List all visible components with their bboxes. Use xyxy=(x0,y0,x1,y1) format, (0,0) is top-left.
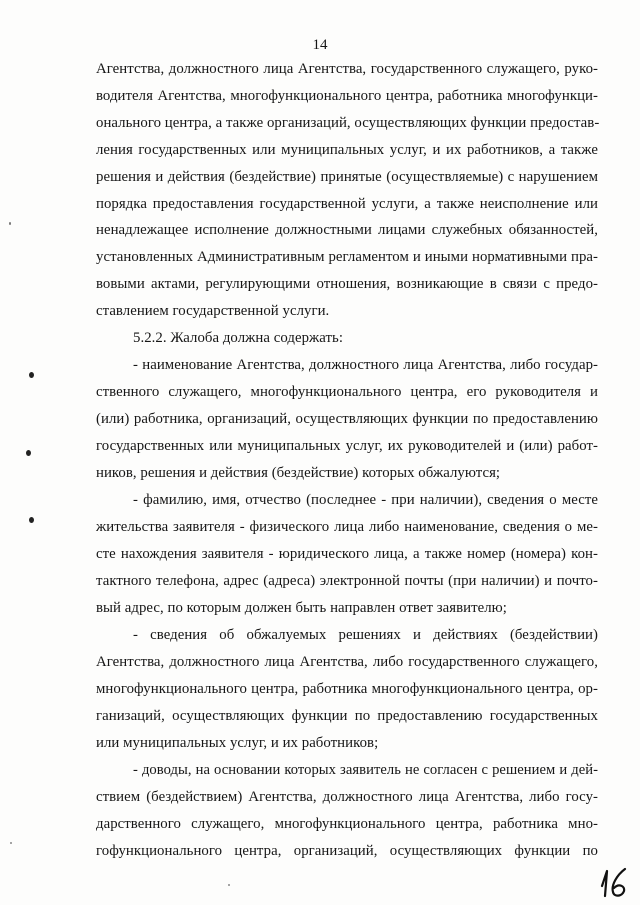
page-number: 14 xyxy=(312,37,328,53)
text-line: гофункционального центра, организаций, осуществляющих функции по xyxy=(96,843,598,859)
text-line: вый адрес, по которым должен быть направлен ответ заявителю; xyxy=(96,600,507,616)
scan-speck xyxy=(26,450,31,456)
text-line: онального центра, а также организаций, осуществляющих функции предостав- xyxy=(96,115,600,131)
text-line: - фамилию, имя, отчество (последнее - при наличии), сведения о месте xyxy=(133,492,598,508)
text-line: ления государственных или муниципальных услуг, и их работников, а также xyxy=(96,142,598,158)
text-line: (или) работника, организаций, осуществляющих функции по предоставлению xyxy=(96,411,598,427)
text-line: ствием (бездействием) Агентства, должностного лица Агентства, либо госу- xyxy=(96,789,598,805)
text-line: ганизаций, осуществляющих функции по предоставлению государственных xyxy=(96,708,598,724)
text-line: водителя Агентства, многофункционального центра, работника многофункци- xyxy=(96,88,598,104)
text-line: 5.2.2. Жалоба должна содержать: xyxy=(133,330,343,346)
text-line: дарственного служащего, многофункционального центра, работника мно- xyxy=(96,816,598,832)
text-line: Агентства, должностного лица Агентства, либо государственного служащего, xyxy=(96,654,598,670)
text-line: - наименование Агентства, должностного лица Агентства, либо государ- xyxy=(133,357,598,373)
scan-speck xyxy=(10,842,12,844)
text-line: установленных Административным регламентом и иными нормативными пра- xyxy=(96,249,598,265)
text-line: вовыми актами, регулирующими отношения, возникающие в связи с предо- xyxy=(96,276,598,292)
text-line: - сведения об обжалуемых решениях и действиях (бездействии) xyxy=(133,627,598,643)
text-line: порядка предоставления государственной услуги, а также неисполнение или xyxy=(96,196,598,212)
text-line: или муниципальных услуг, и их работников; xyxy=(96,735,379,751)
text-line: сте нахождения заявителя - юридического лица, а также номер (номера) кон- xyxy=(96,546,598,562)
handwritten-page-number xyxy=(598,866,634,900)
text-line: Агентства, должностного лица Агентства, государственного служащего, руко- xyxy=(96,61,598,77)
text-line: ственного служащего, многофункционального центра, его руководителя и xyxy=(96,384,598,400)
text-line: решения и действия (бездействие) принятые (осуществляемые) с нарушением xyxy=(96,169,598,185)
text-line: тактного телефона, адрес (адреса) электронной почты (при наличии) и почто- xyxy=(96,573,598,589)
scan-speck xyxy=(29,372,34,378)
scan-speck xyxy=(29,517,34,523)
text-line: жительства заявителя - физического лица либо наименование, сведения о ме- xyxy=(96,519,598,535)
scan-speck xyxy=(9,222,11,225)
text-line: многофункционального центра, работника многофункционального центра, ор- xyxy=(96,681,598,697)
text-line: государственных или муниципальных услуг, их руководителей и (или) работ- xyxy=(96,438,598,454)
scan-speck xyxy=(228,884,230,886)
text-line: ненадлежащее исполнение должностными лицами служебных обязанностей, xyxy=(96,222,598,238)
text-line: ставлением государственной услуги. xyxy=(96,303,330,319)
text-line: - доводы, на основании которых заявитель не согласен с решением и дей- xyxy=(133,762,598,778)
text-line: ников, решения и действия (бездействие) которых обжалуются; xyxy=(96,465,501,481)
